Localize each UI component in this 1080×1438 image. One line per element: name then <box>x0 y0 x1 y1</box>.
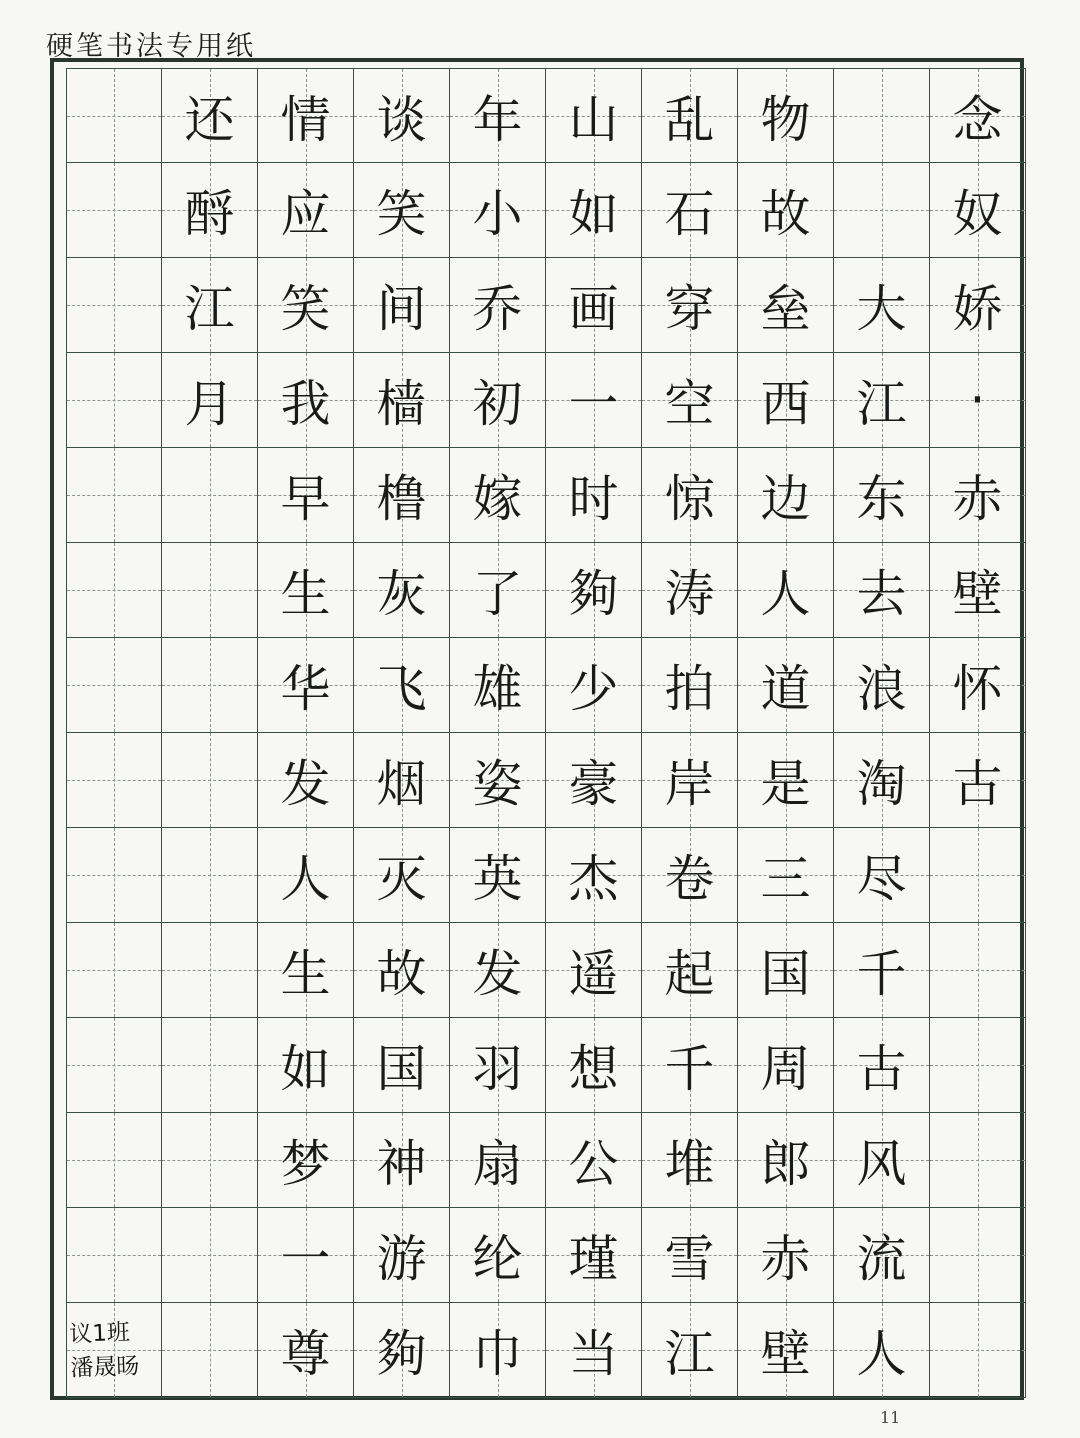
grid-cell <box>642 733 738 828</box>
handwritten-character: 大 <box>856 280 907 338</box>
calligraphy-grid <box>66 68 1026 1398</box>
grid-cell <box>162 258 258 353</box>
handwritten-character: 雄 <box>472 660 523 718</box>
grid-cell <box>450 828 546 923</box>
handwritten-character: 一 <box>280 1230 331 1288</box>
grid-cell <box>450 1208 546 1303</box>
grid-cell <box>930 448 1026 543</box>
handwritten-character: 扇 <box>472 1135 523 1193</box>
handwritten-character: 起 <box>664 945 715 1003</box>
grid-cell <box>354 1018 450 1113</box>
grid-cell <box>162 1208 258 1303</box>
grid-cell <box>834 638 930 733</box>
handwritten-character: 三 <box>760 850 811 908</box>
grid-cell <box>738 258 834 353</box>
grid-cell <box>642 448 738 543</box>
grid-cell <box>834 1018 930 1113</box>
handwritten-character: 故 <box>376 945 427 1003</box>
grid-cell <box>738 448 834 543</box>
grid-cell <box>738 1303 834 1398</box>
grid-cell <box>162 638 258 733</box>
grid-cell <box>354 733 450 828</box>
grid-cell <box>738 68 834 163</box>
handwritten-character: 如 <box>568 185 619 243</box>
handwritten-character: 尊 <box>280 1325 331 1383</box>
grid-cell <box>546 163 642 258</box>
grid-cell <box>66 258 162 353</box>
handwritten-character: 物 <box>760 90 811 149</box>
grid-cell <box>834 1208 930 1303</box>
grid-cell <box>450 1018 546 1113</box>
grid-cell <box>450 258 546 353</box>
grid-cell <box>546 923 642 1018</box>
grid-cell <box>738 1018 834 1113</box>
grid-cell <box>834 828 930 923</box>
grid-cell <box>354 923 450 1018</box>
handwritten-character: 游 <box>376 1230 427 1288</box>
grid-cell <box>66 543 162 638</box>
grid-cell <box>930 828 1026 923</box>
grid-cell <box>354 543 450 638</box>
grid-cell <box>258 353 354 448</box>
grid-cell <box>930 1208 1026 1303</box>
handwritten-character: 国 <box>760 945 811 1003</box>
handwritten-character: 念 <box>952 90 1003 149</box>
handwritten-character: 英 <box>472 850 523 908</box>
handwritten-signature <box>69 1314 176 1396</box>
handwritten-character: 公 <box>568 1135 619 1193</box>
grid-cell <box>66 923 162 1018</box>
grid-cell <box>354 1303 450 1398</box>
handwritten-character: 小 <box>472 185 523 243</box>
grid-cell <box>162 448 258 543</box>
grid-cell <box>162 68 258 163</box>
grid-cell <box>834 163 930 258</box>
grid-cell <box>546 258 642 353</box>
handwritten-character: 赤 <box>760 1230 811 1288</box>
handwritten-character: 穿 <box>664 280 715 338</box>
handwritten-character: 我 <box>280 375 331 433</box>
handwritten-character: 去 <box>856 565 907 623</box>
grid-cell <box>930 733 1026 828</box>
handwritten-character: 发 <box>280 755 331 813</box>
handwritten-character: 烟 <box>376 755 427 813</box>
grid-cell <box>642 1303 738 1398</box>
handwritten-character: 风 <box>856 1135 907 1193</box>
handwritten-character: 堆 <box>664 1135 715 1193</box>
handwritten-character: 古 <box>856 1040 907 1098</box>
handwritten-character: 空 <box>664 375 715 433</box>
grid-cell <box>738 923 834 1018</box>
grid-cell <box>546 828 642 923</box>
handwritten-character: 想 <box>568 1040 619 1098</box>
handwritten-character: 生 <box>280 565 331 623</box>
grid-cell <box>930 163 1026 258</box>
grid-cell <box>450 448 546 543</box>
grid-cell <box>834 923 930 1018</box>
grid-cell <box>642 638 738 733</box>
grid-cell <box>642 543 738 638</box>
handwritten-character: 嫁 <box>472 470 523 528</box>
grid-cell <box>930 1303 1026 1398</box>
handwritten-character: 间 <box>376 280 427 338</box>
grid-cell <box>546 68 642 163</box>
signature-class: 议1班 <box>68 1319 131 1348</box>
handwritten-character: 灭 <box>376 850 427 908</box>
grid-cell <box>258 733 354 828</box>
handwritten-character: 羽 <box>472 1040 523 1098</box>
grid-cell <box>66 163 162 258</box>
handwritten-character: 早 <box>280 470 331 528</box>
handwritten-character: 怀 <box>952 660 1003 718</box>
grid-cell <box>834 543 930 638</box>
grid-cell <box>354 163 450 258</box>
grid-cell <box>258 163 354 258</box>
grid-cell <box>546 353 642 448</box>
handwritten-character: 姿 <box>472 755 523 813</box>
handwritten-character: 乔 <box>472 280 523 338</box>
grid-cell <box>354 828 450 923</box>
grid-cell <box>834 733 930 828</box>
handwritten-character: 东 <box>856 470 907 528</box>
handwritten-character: 神 <box>376 1135 427 1193</box>
grid-cell <box>162 353 258 448</box>
handwritten-character: 涛 <box>664 565 715 623</box>
grid-cell <box>642 828 738 923</box>
handwritten-character: 边 <box>760 470 811 528</box>
paper-header-title: 硬笔书法专用纸 <box>46 31 256 62</box>
grid-cell <box>642 258 738 353</box>
handwritten-character: 樯 <box>376 375 427 433</box>
grid-cell <box>66 638 162 733</box>
handwritten-character: 淘 <box>856 755 907 813</box>
grid-cell <box>258 68 354 163</box>
handwritten-character: 还 <box>184 90 235 149</box>
handwritten-character: 石 <box>664 185 715 243</box>
grid-cell <box>546 638 642 733</box>
grid-cell <box>642 68 738 163</box>
grid-cell <box>162 1018 258 1113</box>
grid-cell <box>834 68 930 163</box>
grid-cell <box>66 448 162 543</box>
grid-cell <box>258 258 354 353</box>
grid-cell <box>642 1208 738 1303</box>
grid-cell <box>258 1113 354 1208</box>
handwritten-character: 年 <box>472 90 523 149</box>
grid-cell <box>66 828 162 923</box>
handwritten-character: 生 <box>280 945 331 1003</box>
grid-cell <box>834 1303 930 1398</box>
handwritten-character: 了 <box>472 565 523 623</box>
grid-cell <box>930 638 1026 733</box>
grid-cell <box>258 1018 354 1113</box>
grid-cell <box>450 733 546 828</box>
handwritten-character: 垒 <box>760 280 811 338</box>
handwritten-character: 遥 <box>568 945 619 1003</box>
grid-cell <box>450 163 546 258</box>
grid-cell <box>450 353 546 448</box>
grid-cell <box>354 353 450 448</box>
grid-cell <box>258 543 354 638</box>
grid-cell <box>834 448 930 543</box>
handwritten-character: 夠 <box>568 565 619 623</box>
handwritten-character: 尽 <box>856 850 907 908</box>
grid-cell <box>642 1113 738 1208</box>
grid-cell <box>450 638 546 733</box>
handwritten-character: 少 <box>568 660 619 718</box>
grid-cell <box>930 1018 1026 1113</box>
handwritten-character: 郎 <box>760 1135 811 1193</box>
grid-cell <box>162 1113 258 1208</box>
grid-cell <box>258 638 354 733</box>
grid-cell <box>738 733 834 828</box>
handwritten-character: 酹 <box>184 185 235 243</box>
grid-cell <box>546 448 642 543</box>
handwritten-character: 当 <box>568 1325 619 1383</box>
handwritten-character: 惊 <box>664 470 715 528</box>
grid-cell <box>162 543 258 638</box>
grid-cell <box>738 828 834 923</box>
grid-cell <box>162 1303 258 1398</box>
handwritten-character: 道 <box>760 660 811 718</box>
handwritten-character: 橹 <box>376 470 427 528</box>
grid-cell <box>546 1018 642 1113</box>
grid-cell <box>546 1113 642 1208</box>
grid-cell <box>66 353 162 448</box>
grid-cell <box>642 923 738 1018</box>
handwritten-character: 杰 <box>568 850 619 908</box>
grid-cell <box>546 733 642 828</box>
grid-cell <box>642 163 738 258</box>
grid-cell <box>738 638 834 733</box>
handwritten-character: 卷 <box>664 850 715 908</box>
grid-cell <box>546 1303 642 1398</box>
handwritten-character: 江 <box>856 375 907 433</box>
handwritten-character: 壁 <box>760 1325 811 1383</box>
handwritten-character: 时 <box>568 470 619 528</box>
handwritten-character: 乱 <box>664 90 715 149</box>
grid-cell <box>66 733 162 828</box>
grid-cell <box>162 828 258 923</box>
handwritten-character: 纶 <box>472 1230 523 1288</box>
handwritten-character: 故 <box>760 185 811 243</box>
grid-cell <box>738 1208 834 1303</box>
handwritten-character: 发 <box>472 945 523 1003</box>
handwritten-character: 夠 <box>376 1325 427 1383</box>
grid-cell <box>930 353 1026 448</box>
handwritten-character: 山 <box>568 90 619 149</box>
handwritten-character: 江 <box>184 280 235 338</box>
grid-cell <box>258 923 354 1018</box>
grid-cell <box>354 258 450 353</box>
handwritten-character: 千 <box>856 945 907 1003</box>
grid-cell <box>834 1113 930 1208</box>
handwritten-character: 初 <box>472 375 523 433</box>
grid-cell <box>354 638 450 733</box>
handwritten-character: 流 <box>856 1230 907 1288</box>
grid-cell <box>258 1303 354 1398</box>
handwritten-character: 人 <box>856 1325 907 1383</box>
handwritten-character: 是 <box>760 755 811 813</box>
handwritten-character: 豪 <box>568 755 619 813</box>
handwritten-character: 笑 <box>280 280 331 338</box>
signature-name: 潘晟旸 <box>69 1353 140 1382</box>
handwritten-character: 梦 <box>280 1135 331 1193</box>
handwritten-character: 飞 <box>376 660 427 718</box>
grid-cell <box>738 353 834 448</box>
handwritten-character: 壁 <box>952 565 1003 623</box>
handwritten-character: 巾 <box>472 1325 523 1383</box>
handwritten-character: 月 <box>184 375 235 433</box>
handwritten-character: 娇 <box>952 280 1003 338</box>
grid-cell <box>450 1303 546 1398</box>
handwritten-character: 拍 <box>664 660 715 718</box>
grid-cell <box>834 353 930 448</box>
grid-cell <box>834 258 930 353</box>
handwritten-character: 西 <box>760 375 811 433</box>
grid-cell <box>66 1018 162 1113</box>
grid-cell <box>354 68 450 163</box>
grid-cell <box>258 448 354 543</box>
grid-cell <box>450 68 546 163</box>
handwritten-character: 千 <box>664 1040 715 1098</box>
grid-cell <box>450 923 546 1018</box>
handwritten-character: 人 <box>280 850 331 908</box>
grid-cell <box>930 1113 1026 1208</box>
grid-cell <box>930 923 1026 1018</box>
grid-cell <box>354 1208 450 1303</box>
grid-cell <box>546 1208 642 1303</box>
handwritten-character: 人 <box>760 565 811 623</box>
handwritten-character: 雪 <box>664 1230 715 1288</box>
handwritten-character: 赤 <box>952 470 1003 528</box>
grid-cell <box>66 1113 162 1208</box>
handwritten-character: 岸 <box>664 755 715 813</box>
handwritten-character: 华 <box>280 660 331 718</box>
grid-cell <box>66 1208 162 1303</box>
grid-cell <box>738 1113 834 1208</box>
grid-cell <box>738 543 834 638</box>
handwritten-character: · <box>969 371 986 429</box>
grid-cell <box>258 1208 354 1303</box>
grid-cell <box>162 733 258 828</box>
handwritten-character: 浪 <box>856 660 907 718</box>
grid-cell <box>546 543 642 638</box>
grid-cell <box>354 448 450 543</box>
page-mark: 11 <box>880 1408 901 1427</box>
grid-cell <box>354 1113 450 1208</box>
handwritten-character: 应 <box>280 185 331 243</box>
grid-cell <box>930 258 1026 353</box>
handwritten-character: 国 <box>376 1040 427 1098</box>
grid-cell <box>258 828 354 923</box>
grid-cell <box>738 163 834 258</box>
handwritten-character: 古 <box>952 755 1003 813</box>
handwritten-character: 奴 <box>952 185 1003 243</box>
handwritten-character: 笑 <box>376 185 427 243</box>
grid-cell <box>162 923 258 1018</box>
handwritten-character: 如 <box>280 1040 331 1098</box>
grid-cell <box>930 68 1026 163</box>
handwritten-character: 江 <box>664 1325 715 1383</box>
handwritten-character: 情 <box>280 90 331 149</box>
grid-cell <box>642 1018 738 1113</box>
grid-cell <box>450 1113 546 1208</box>
grid-cell <box>162 163 258 258</box>
handwritten-character: 灰 <box>376 565 427 623</box>
handwritten-character: 谈 <box>376 90 427 149</box>
handwritten-character: 画 <box>568 280 619 338</box>
grid-cell <box>66 68 162 163</box>
handwritten-character: 一 <box>568 375 619 433</box>
grid-cell <box>642 353 738 448</box>
grid-cell <box>450 543 546 638</box>
handwritten-character: 周 <box>760 1040 811 1098</box>
grid-cell <box>930 543 1026 638</box>
handwritten-character: 瑾 <box>568 1230 619 1288</box>
